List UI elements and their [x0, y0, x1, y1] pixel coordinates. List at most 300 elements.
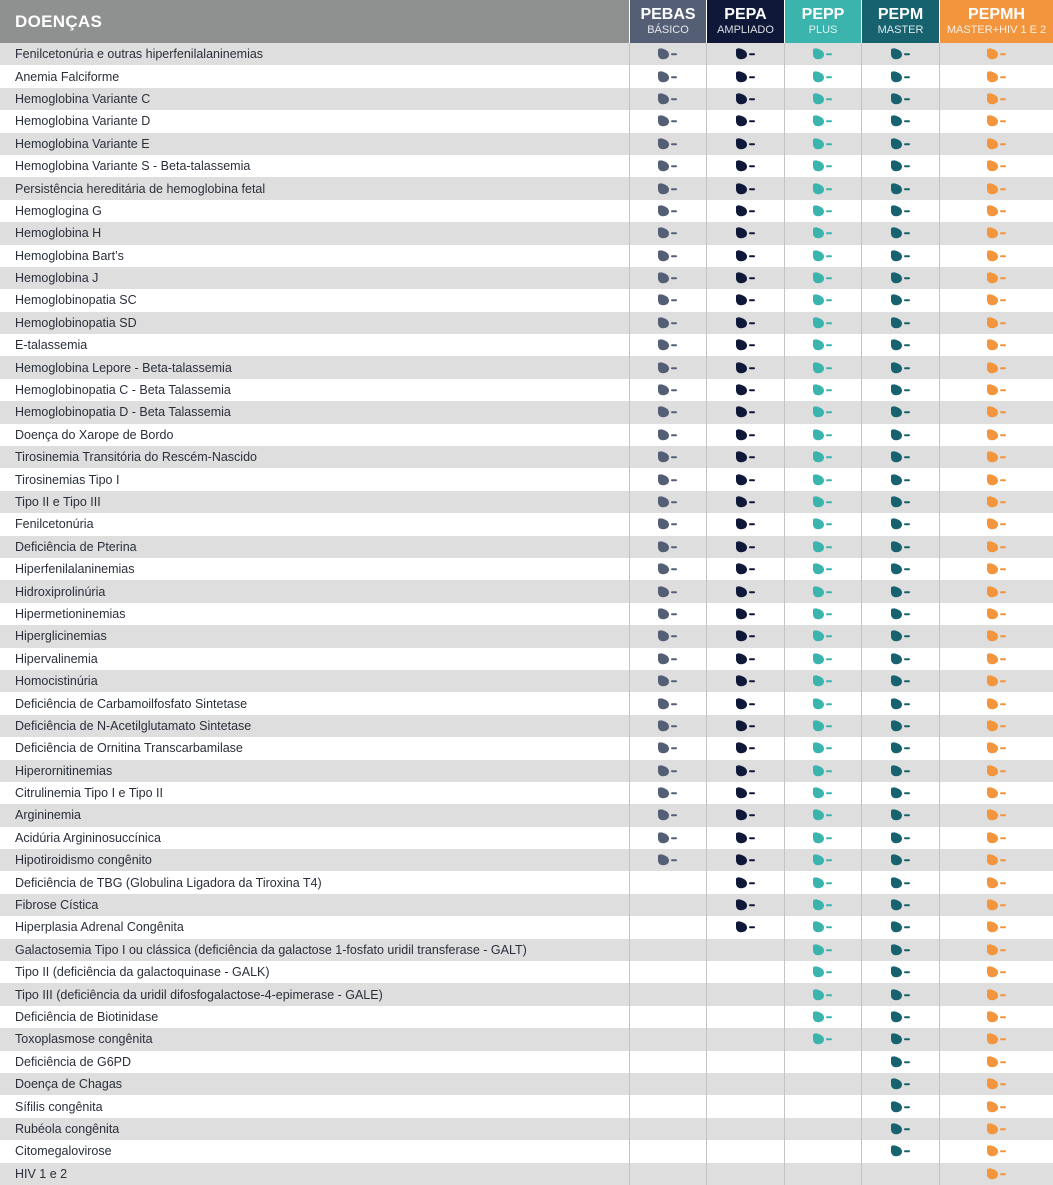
check-drop-icon: [890, 317, 912, 329]
mark-cell: [861, 133, 939, 155]
mark-cell: [706, 468, 784, 490]
mark-cell: [861, 692, 939, 714]
check-drop-icon: [986, 608, 1008, 620]
check-drop-icon: [735, 877, 757, 889]
disease-name: Hemoglobinopatia C - Beta Talassemia: [15, 383, 231, 398]
check-drop-icon: [890, 429, 912, 441]
table-row: [0, 580, 1053, 602]
mark-cell: [861, 222, 939, 244]
mark-cell: [861, 558, 939, 580]
mark-cell: [784, 961, 861, 983]
check-drop-icon: [986, 115, 1008, 127]
check-drop-icon: [735, 272, 757, 284]
table-row: [0, 916, 1053, 938]
mark-cell: [861, 648, 939, 670]
check-drop-icon: [657, 406, 679, 418]
mark-cell: [939, 312, 1053, 334]
mark-cell: [629, 446, 706, 468]
package-subtitle: AMPLIADO: [717, 24, 774, 36]
mark-cell: [861, 580, 939, 602]
check-drop-icon: [890, 720, 912, 732]
mark-cell: [629, 804, 706, 826]
mark-cell: [784, 715, 861, 737]
mark-cell: [629, 356, 706, 378]
disease-name: Homocistinúria: [15, 674, 98, 689]
mark-cell: [629, 849, 706, 871]
check-drop-icon: [657, 339, 679, 351]
mark-cell: [861, 1051, 939, 1073]
mark-cell: [784, 133, 861, 155]
check-drop-icon: [986, 1033, 1008, 1045]
check-drop-icon: [986, 675, 1008, 687]
mark-cell: [861, 155, 939, 177]
check-drop-icon: [735, 93, 757, 105]
check-drop-icon: [657, 294, 679, 306]
table-row: [0, 379, 1053, 401]
check-drop-icon: [986, 1101, 1008, 1113]
check-drop-icon: [986, 1056, 1008, 1068]
check-drop-icon: [735, 183, 757, 195]
mark-cell: [861, 894, 939, 916]
mark-cell: [939, 267, 1053, 289]
check-drop-icon: [812, 183, 834, 195]
check-drop-icon: [735, 832, 757, 844]
mark-cell: [861, 379, 939, 401]
mark-cell: [784, 558, 861, 580]
mark-cell: [706, 289, 784, 311]
check-drop-icon: [735, 787, 757, 799]
mark-cell: [706, 222, 784, 244]
check-drop-icon: [986, 966, 1008, 978]
check-drop-icon: [735, 138, 757, 150]
disease-name: Hiperplasia Adrenal Congênita: [15, 920, 184, 935]
check-drop-icon: [812, 832, 834, 844]
check-drop-icon: [735, 608, 757, 620]
table-title: DOENÇAS: [0, 0, 629, 43]
disease-name: Tirosinemia Transitória do Rescém-Nascido: [15, 450, 257, 465]
check-drop-icon: [890, 944, 912, 956]
check-drop-icon: [890, 474, 912, 486]
check-drop-icon: [890, 675, 912, 687]
table-header: [0, 0, 1053, 43]
check-drop-icon: [657, 48, 679, 60]
mark-cell: [939, 155, 1053, 177]
disease-name: Deficiência de N-Acetilglutamato Sintetase: [15, 718, 252, 733]
mark-cell: [939, 849, 1053, 871]
check-drop-icon: [812, 563, 834, 575]
mark-cell: [939, 782, 1053, 804]
mark-cell: [939, 446, 1053, 468]
disease-name: Rubéola congênita: [15, 1121, 120, 1136]
table-row: [0, 133, 1053, 155]
check-drop-icon: [812, 899, 834, 911]
check-drop-icon: [812, 966, 834, 978]
disease-name: Hemoglobinopatia SD: [15, 315, 137, 330]
mark-cell: [629, 312, 706, 334]
check-drop-icon: [986, 1078, 1008, 1090]
mark-cell: [706, 961, 784, 983]
mark-cell: [784, 491, 861, 513]
mark-cell: [706, 871, 784, 893]
mark-cell: [706, 983, 784, 1005]
mark-cell: [939, 289, 1053, 311]
mark-cell: [861, 1028, 939, 1050]
mark-cell: [706, 827, 784, 849]
check-drop-icon: [735, 518, 757, 530]
check-drop-icon: [812, 115, 834, 127]
mark-cell: [629, 245, 706, 267]
mark-cell: [706, 692, 784, 714]
check-drop-icon: [657, 474, 679, 486]
check-drop-icon: [812, 586, 834, 598]
check-drop-icon: [657, 183, 679, 195]
check-drop-icon: [812, 742, 834, 754]
check-drop-icon: [890, 989, 912, 1001]
check-drop-icon: [890, 496, 912, 508]
check-drop-icon: [735, 48, 757, 60]
mark-cell: [861, 625, 939, 647]
check-drop-icon: [890, 1078, 912, 1090]
mark-cell: [939, 715, 1053, 737]
mark-cell: [784, 580, 861, 602]
table-row: [0, 43, 1053, 65]
mark-cell: [629, 760, 706, 782]
mark-cell: [784, 670, 861, 692]
check-drop-icon: [657, 317, 679, 329]
disease-name: Deficiência de Carbamoilfosfato Sintetase: [15, 696, 248, 711]
mark-cell: [784, 737, 861, 759]
mark-cell: [706, 648, 784, 670]
check-drop-icon: [986, 474, 1008, 486]
mark-cell: [706, 334, 784, 356]
check-drop-icon: [735, 921, 757, 933]
check-drop-icon: [890, 854, 912, 866]
disease-name: Citrulinemia Tipo I e Tipo II: [15, 786, 163, 801]
table-row: [0, 245, 1053, 267]
check-drop-icon: [735, 899, 757, 911]
disease-name: Hipotiroidismo congênito: [15, 853, 152, 868]
mark-cell: [784, 827, 861, 849]
disease-name: Deficiência de G6PD: [15, 1054, 132, 1069]
table-row: [0, 961, 1053, 983]
mark-cell: [629, 648, 706, 670]
mark-cell: [629, 827, 706, 849]
check-drop-icon: [812, 227, 834, 239]
check-drop-icon: [890, 541, 912, 553]
mark-cell: [939, 804, 1053, 826]
check-drop-icon: [735, 71, 757, 83]
mark-cell: [861, 110, 939, 132]
table-row: [0, 491, 1053, 513]
check-drop-icon: [890, 294, 912, 306]
check-drop-icon: [735, 809, 757, 821]
check-drop-icon: [890, 1123, 912, 1135]
check-drop-icon: [812, 48, 834, 60]
check-drop-icon: [890, 899, 912, 911]
check-drop-icon: [812, 787, 834, 799]
disease-name: Hemoglobina H: [15, 226, 102, 241]
mark-cell: [861, 468, 939, 490]
package-subtitle: MASTER+HIV 1 E 2: [946, 24, 1047, 36]
mark-cell: [706, 1118, 784, 1140]
check-drop-icon: [890, 250, 912, 262]
check-drop-icon: [890, 742, 912, 754]
check-drop-icon: [735, 720, 757, 732]
mark-cell: [784, 334, 861, 356]
mark-cell: [861, 356, 939, 378]
table-row: [0, 155, 1053, 177]
table-row: [0, 1028, 1053, 1050]
mark-cell: [706, 804, 784, 826]
mark-cell: [629, 513, 706, 535]
mark-cell: [939, 1118, 1053, 1140]
mark-cell: [629, 580, 706, 602]
check-drop-icon: [890, 384, 912, 396]
mark-cell: [784, 871, 861, 893]
check-drop-icon: [890, 653, 912, 665]
mark-cell: [706, 782, 784, 804]
mark-cell: [784, 916, 861, 938]
mark-cell: [629, 603, 706, 625]
check-drop-icon: [735, 227, 757, 239]
mark-cell: [629, 625, 706, 647]
package-code: PEBAS: [640, 6, 696, 23]
table-row: [0, 603, 1053, 625]
disease-name: Hemoglobinopatia D - Beta Talassemia: [15, 405, 231, 420]
table-row: [0, 983, 1053, 1005]
mark-cell: [629, 558, 706, 580]
table-row: [0, 648, 1053, 670]
check-drop-icon: [735, 160, 757, 172]
check-drop-icon: [890, 93, 912, 105]
check-drop-icon: [657, 227, 679, 239]
check-drop-icon: [986, 720, 1008, 732]
check-drop-icon: [657, 160, 679, 172]
table-row: [0, 1073, 1053, 1095]
mark-cell: [939, 558, 1053, 580]
disease-name: Sífilis congênita: [15, 1099, 103, 1114]
check-drop-icon: [890, 71, 912, 83]
mark-cell: [861, 65, 939, 87]
mark-cell: [861, 983, 939, 1005]
disease-name: Deficiência de Biotinidase: [15, 1009, 159, 1024]
check-drop-icon: [890, 630, 912, 642]
mark-cell: [861, 536, 939, 558]
mark-cell: [629, 200, 706, 222]
check-drop-icon: [657, 362, 679, 374]
table-row: [0, 289, 1053, 311]
check-drop-icon: [986, 653, 1008, 665]
mark-cell: [706, 1095, 784, 1117]
mark-cell: [861, 715, 939, 737]
check-drop-icon: [735, 429, 757, 441]
table-row: [0, 1006, 1053, 1028]
mark-cell: [861, 43, 939, 65]
disease-name: Argininemia: [15, 808, 82, 823]
mark-cell: [706, 849, 784, 871]
table-row: [0, 468, 1053, 490]
disease-name: Tipo III (deficiência da uridil difosfogalactose-4-epimerase - GALE): [15, 987, 383, 1002]
check-drop-icon: [735, 541, 757, 553]
check-drop-icon: [657, 138, 679, 150]
mark-cell: [706, 558, 784, 580]
mark-cell: [939, 1028, 1053, 1050]
disease-name: Anemia Falciforme: [15, 69, 120, 84]
table-row: [0, 849, 1053, 871]
check-drop-icon: [986, 48, 1008, 60]
disease-name: Hiperglicinemias: [15, 629, 107, 644]
check-drop-icon: [657, 451, 679, 463]
mark-cell: [939, 760, 1053, 782]
mark-cell: [784, 760, 861, 782]
disease-name: Persistência hereditária de hemoglobina fetal: [15, 181, 266, 196]
check-drop-icon: [986, 698, 1008, 710]
check-drop-icon: [812, 496, 834, 508]
table-row: [0, 670, 1053, 692]
mark-cell: [629, 737, 706, 759]
mark-cell: [629, 1073, 706, 1095]
check-drop-icon: [890, 1011, 912, 1023]
check-drop-icon: [890, 138, 912, 150]
check-drop-icon: [986, 832, 1008, 844]
package-header-pepmh: [939, 0, 1053, 43]
check-drop-icon: [890, 966, 912, 978]
disease-name: Fenilcetonúria e outras hiperfenilalaninemias: [15, 47, 264, 62]
mark-cell: [861, 760, 939, 782]
mark-cell: [784, 782, 861, 804]
disease-name: Fibrose Cística: [15, 898, 99, 913]
check-drop-icon: [735, 765, 757, 777]
mark-cell: [939, 513, 1053, 535]
check-drop-icon: [657, 809, 679, 821]
check-drop-icon: [657, 115, 679, 127]
check-drop-icon: [986, 809, 1008, 821]
table-row: [0, 110, 1053, 132]
check-drop-icon: [657, 563, 679, 575]
mark-cell: [939, 670, 1053, 692]
package-subtitle: MASTER: [877, 24, 924, 36]
table-row: [0, 424, 1053, 446]
mark-cell: [784, 289, 861, 311]
check-drop-icon: [890, 205, 912, 217]
check-drop-icon: [657, 71, 679, 83]
check-drop-icon: [986, 339, 1008, 351]
mark-cell: [784, 692, 861, 714]
check-drop-icon: [890, 1056, 912, 1068]
check-drop-icon: [812, 675, 834, 687]
disease-name: Hemoglogina G: [15, 203, 102, 218]
disease-name: Hemoglobinopatia SC: [15, 293, 137, 308]
check-drop-icon: [986, 205, 1008, 217]
mark-cell: [784, 536, 861, 558]
mark-cell: [629, 871, 706, 893]
check-drop-icon: [657, 205, 679, 217]
mark-cell: [706, 625, 784, 647]
mark-cell: [629, 916, 706, 938]
mark-cell: [629, 1095, 706, 1117]
mark-cell: [629, 939, 706, 961]
mark-cell: [939, 871, 1053, 893]
disease-name: Hemoglobina Variante C: [15, 91, 151, 106]
check-drop-icon: [986, 406, 1008, 418]
mark-cell: [629, 133, 706, 155]
mark-cell: [861, 1095, 939, 1117]
check-drop-icon: [812, 518, 834, 530]
mark-cell: [706, 267, 784, 289]
check-drop-icon: [735, 742, 757, 754]
check-drop-icon: [890, 586, 912, 598]
mark-cell: [939, 65, 1053, 87]
table-row: [0, 65, 1053, 87]
check-drop-icon: [812, 765, 834, 777]
mark-cell: [784, 424, 861, 446]
mark-cell: [861, 1073, 939, 1095]
check-drop-icon: [812, 429, 834, 441]
check-drop-icon: [657, 586, 679, 598]
disease-name: HIV 1 e 2: [15, 1166, 68, 1181]
check-drop-icon: [735, 563, 757, 575]
check-drop-icon: [735, 115, 757, 127]
mark-cell: [629, 222, 706, 244]
check-drop-icon: [986, 1145, 1008, 1157]
table-row: [0, 871, 1053, 893]
check-drop-icon: [812, 205, 834, 217]
package-subtitle: PLUS: [808, 24, 838, 36]
disease-name: Acidúria Argininosuccínica: [15, 830, 161, 845]
check-drop-icon: [735, 406, 757, 418]
check-drop-icon: [986, 317, 1008, 329]
check-drop-icon: [986, 362, 1008, 374]
check-drop-icon: [986, 294, 1008, 306]
mark-cell: [861, 88, 939, 110]
check-drop-icon: [812, 406, 834, 418]
mark-cell: [706, 939, 784, 961]
disease-name: Hiperfenilalaninemias: [15, 562, 135, 577]
mark-cell: [629, 65, 706, 87]
mark-cell: [939, 222, 1053, 244]
disease-name: Fenilcetonúria: [15, 517, 94, 532]
check-drop-icon: [657, 854, 679, 866]
table-row: [0, 782, 1053, 804]
mark-cell: [861, 513, 939, 535]
check-drop-icon: [657, 608, 679, 620]
disease-name: Doença de Chagas: [15, 1077, 123, 1092]
mark-cell: [629, 88, 706, 110]
check-drop-icon: [812, 317, 834, 329]
mark-cell: [939, 133, 1053, 155]
check-drop-icon: [735, 250, 757, 262]
check-drop-icon: [657, 653, 679, 665]
check-drop-icon: [986, 854, 1008, 866]
check-drop-icon: [812, 921, 834, 933]
mark-cell: [706, 312, 784, 334]
mark-cell: [629, 536, 706, 558]
mark-cell: [784, 603, 861, 625]
check-drop-icon: [986, 160, 1008, 172]
disease-name: Hemoglobina Lepore - Beta-talassemia: [15, 360, 232, 375]
check-drop-icon: [812, 93, 834, 105]
check-drop-icon: [812, 698, 834, 710]
check-drop-icon: [735, 339, 757, 351]
mark-cell: [861, 200, 939, 222]
check-drop-icon: [890, 160, 912, 172]
table-row: [0, 334, 1053, 356]
mark-cell: [784, 1028, 861, 1050]
check-drop-icon: [812, 854, 834, 866]
table-row: [0, 1095, 1053, 1117]
disease-name: Tipo II (deficiência da galactoquinase - GALK): [15, 965, 270, 980]
check-drop-icon: [986, 183, 1008, 195]
